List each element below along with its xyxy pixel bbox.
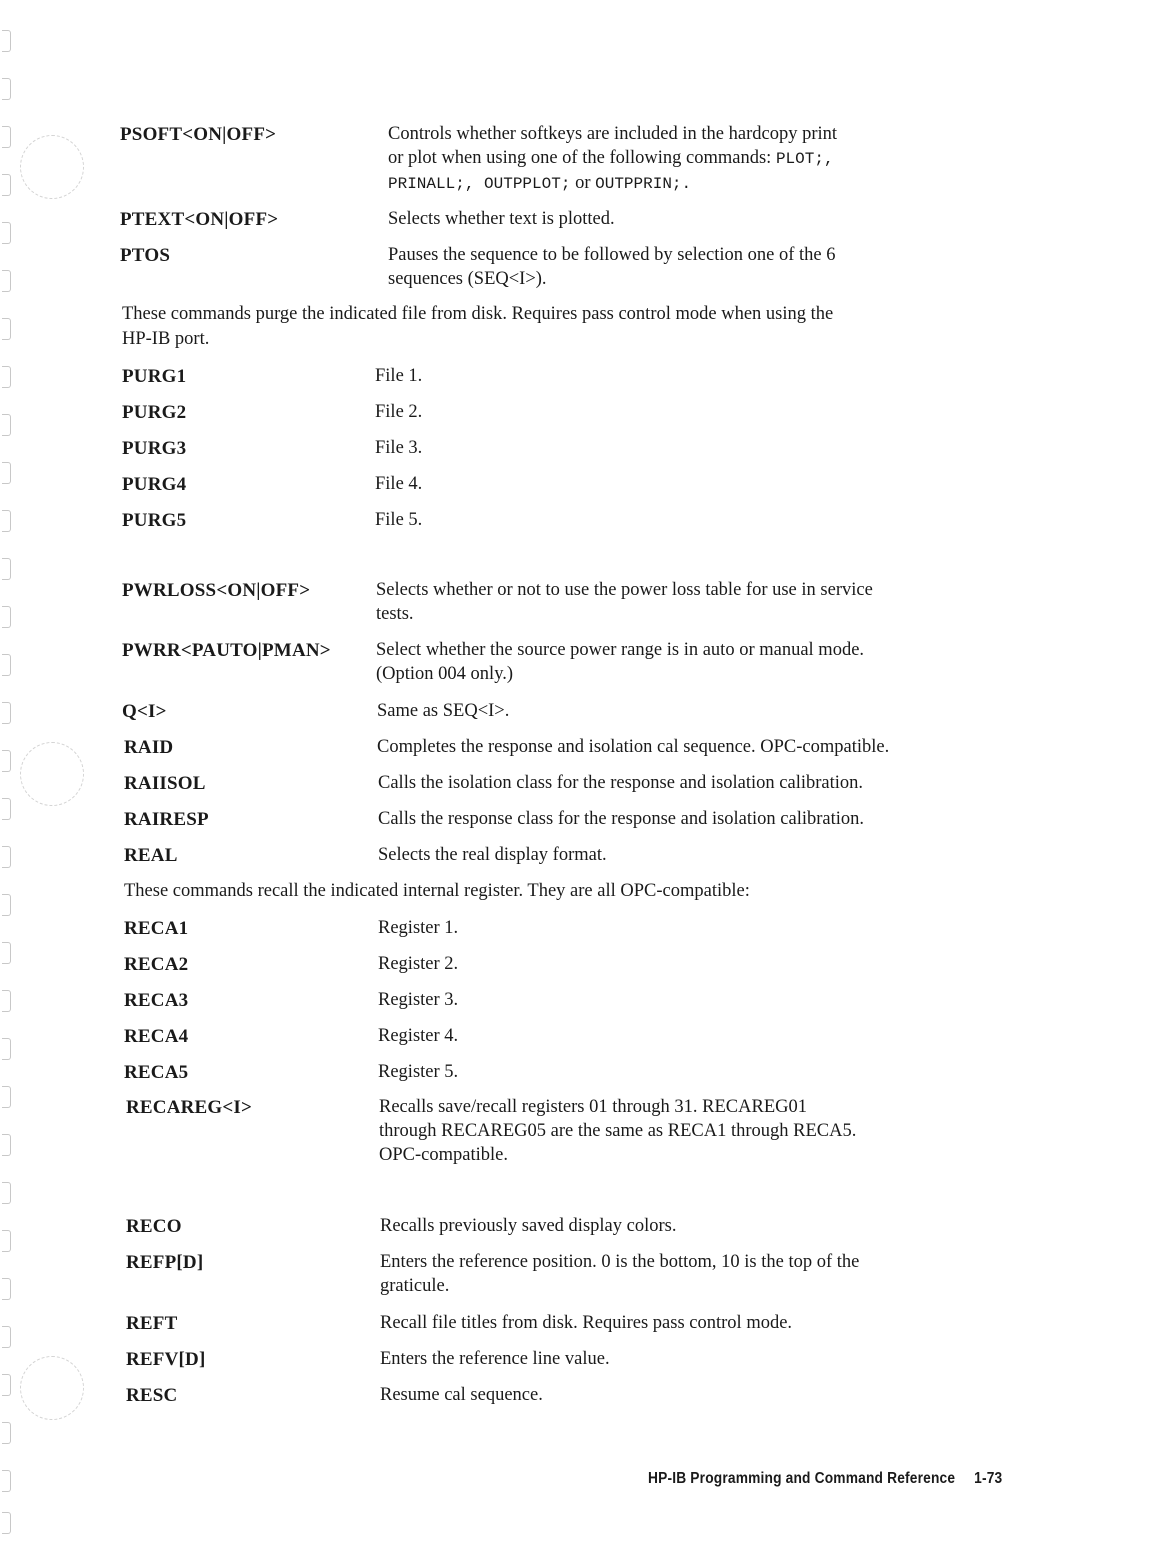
command-name: RAID [124,737,174,758]
command-description [380,1250,859,1298]
edge-mark [2,78,11,100]
description-line [377,735,889,759]
command-name: REFP[D] [126,1252,204,1273]
edge-mark [2,318,11,340]
description-text: Calls the response class for the response and isolation calibration. [378,809,865,829]
description-text: Register 5. [378,1062,459,1082]
description-text: Register 4. [378,1026,459,1046]
description-line [377,699,509,723]
description-line [376,638,864,662]
edge-mark [2,1512,11,1534]
command-description [375,472,422,496]
binder-edge [0,0,20,1544]
edge-mark [2,1422,11,1444]
edge-mark [2,366,11,388]
description-text: Completes the response and isolation cal sequence. OPC-compatible. [377,737,890,757]
description-text: Pauses the sequence to be followed by selection one of the 6 [388,245,836,265]
command-description [378,952,458,976]
description-line [388,146,837,171]
command-name: RECA4 [124,1026,189,1047]
punch-hole [20,742,84,806]
description-line [378,1024,458,1048]
description-text: Enters the reference position. 0 is the bottom, 10 is the top of the [380,1252,860,1272]
command-name: PURG4 [122,474,187,495]
description-line [388,243,835,267]
command-description [378,1060,458,1084]
edge-mark [2,1182,11,1204]
command-description [376,638,864,686]
code-text: PRINALL;, OUTPPLOT; [388,175,571,193]
edge-mark [2,942,11,964]
edge-mark [2,174,11,196]
edge-mark [2,414,11,436]
command-name: RECAREG<I> [126,1097,253,1118]
footer-title: HP-IB Programming and Command Reference [648,1470,956,1487]
edge-mark [2,126,11,148]
description-text: or plot when using one of the following commands: [388,148,776,168]
description-text: tests. [376,604,414,624]
edge-mark [2,462,11,484]
command-name: PURG2 [122,402,187,423]
intro-line: These commands purge the indicated file from disk. Requires pass control mode when using the [122,304,834,324]
description-text: sequences (SEQ<I>). [388,269,547,289]
edge-mark [2,222,11,244]
description-text: Selects whether text is plotted. [388,209,615,229]
command-description [380,1311,792,1335]
command-name: RECA3 [124,990,189,1011]
edge-mark [2,1230,11,1252]
command-description [375,508,422,532]
command-description [378,807,864,831]
command-description [388,122,837,196]
description-line [388,171,837,196]
command-name: RECA5 [124,1062,189,1083]
description-text: Same as SEQ<I>. [377,701,510,721]
edge-mark [2,1038,11,1060]
code-text: OUTPPRIN;. [595,175,692,193]
command-description [378,1024,458,1048]
description-line [380,1250,859,1274]
description-text: through RECAREG05 are the same as RECA1 through RECA5. [379,1121,857,1141]
description-text: Select whether the source power range is in auto or manual mode. [376,640,865,660]
description-line [375,472,422,496]
command-name: PWRR<PAUTO|PMAN> [122,640,331,661]
description-line [378,988,458,1012]
intro-line: These commands recall the indicated internal register. They are all OPC-compatible: [124,881,750,901]
description-text: File 5. [375,510,423,530]
command-name: RECA1 [124,918,189,939]
edge-mark [2,558,11,580]
command-name: RAIISOL [124,773,206,794]
command-description [378,988,458,1012]
description-text: Selects the real display format. [378,845,607,865]
command-name: REAL [124,845,178,866]
description-text: Enters the reference line value. [380,1349,610,1369]
description-line [388,267,835,291]
description-line [380,1274,859,1298]
command-description [378,771,863,795]
description-text: Register 1. [378,918,459,938]
edge-mark [2,894,11,916]
description-text: File 1. [375,366,423,386]
command-name: REFT [126,1313,178,1334]
command-name: PURG3 [122,438,187,459]
description-text: OPC-compatible. [379,1145,508,1165]
description-line [380,1214,676,1238]
description-line [375,436,422,460]
command-description [388,243,835,291]
description-line [376,602,873,626]
description-text: Controls whether softkeys are included in the hardcopy print [388,124,838,144]
description-line [379,1143,856,1167]
description-line [388,122,837,146]
command-name: Q<I> [122,701,167,722]
command-description [380,1347,610,1371]
edge-mark [2,990,11,1012]
edge-mark [2,606,11,628]
description-text: Register 3. [378,990,459,1010]
description-text: graticule. [380,1276,450,1296]
description-text: Recalls previously saved display colors. [380,1216,677,1236]
page-footer [648,1470,1002,1488]
edge-mark [2,1278,11,1300]
description-line [375,400,422,424]
command-description [380,1214,676,1238]
description-text: File 2. [375,402,423,422]
description-line [380,1347,610,1371]
section-intro [124,879,1044,904]
command-name: REFV[D] [126,1349,206,1370]
description-line [378,916,458,940]
edge-mark [2,510,11,532]
description-text: File 3. [375,438,423,458]
command-description [376,578,873,626]
description-line [378,771,863,795]
description-line [376,578,873,602]
command-name: PSOFT<ON|OFF> [120,124,277,145]
command-description [377,735,889,759]
command-name: PTOS [120,245,171,266]
punch-hole [20,1356,84,1420]
description-text: File 4. [375,474,423,494]
edge-mark [2,846,11,868]
command-name: PTEXT<ON|OFF> [120,209,279,230]
description-text: Calls the isolation class for the response and isolation calibration. [378,773,864,793]
intro-line: HP-IB port. [122,329,210,349]
command-description [378,843,607,867]
edge-mark [2,270,11,292]
description-line [378,843,607,867]
command-name: RAIRESP [124,809,209,830]
description-text: Selects whether or not to use the power loss table for use in service [376,580,873,600]
edge-mark [2,750,11,772]
edge-mark [2,1326,11,1348]
command-description [378,916,458,940]
edge-mark [2,798,11,820]
command-name: RECA2 [124,954,189,975]
command-description [375,436,422,460]
command-name: RESC [126,1385,178,1406]
section-intro [122,302,1042,352]
edge-mark [2,1470,11,1492]
description-line [380,1311,792,1335]
edge-mark [2,1086,11,1108]
command-description [388,207,615,231]
command-name: PWRLOSS<ON|OFF> [122,580,311,601]
description-text: Recall file titles from disk. Requires pass control mode. [380,1313,793,1333]
description-line [388,207,615,231]
description-line [375,508,422,532]
command-name: PURG1 [122,366,187,387]
command-description [377,699,509,723]
command-name: PURG5 [122,510,187,531]
page-number: 1-73 [974,1470,1003,1487]
description-text: Register 2. [378,954,459,974]
punch-hole [20,135,84,199]
edge-mark [2,30,11,52]
command-description [375,364,422,388]
description-line [378,952,458,976]
command-description [380,1383,543,1407]
edge-mark [2,1134,11,1156]
description-line [379,1095,856,1119]
command-description [375,400,422,424]
description-text: (Option 004 only.) [376,664,514,684]
description-text: Resume cal sequence. [380,1385,543,1405]
description-line [375,364,422,388]
description-line [379,1119,856,1143]
edge-mark [2,1374,11,1396]
command-description [379,1095,856,1167]
code-text: PLOT;, [775,150,834,168]
description-line [378,1060,458,1084]
edge-mark [2,654,11,676]
command-name: RECO [126,1216,182,1237]
description-line [378,807,864,831]
edge-mark [2,702,11,724]
description-line [380,1383,543,1407]
description-text: Recalls save/recall registers 01 through 31. RECAREG01 [379,1097,807,1117]
description-line [376,662,864,686]
description-text: or [570,173,596,193]
